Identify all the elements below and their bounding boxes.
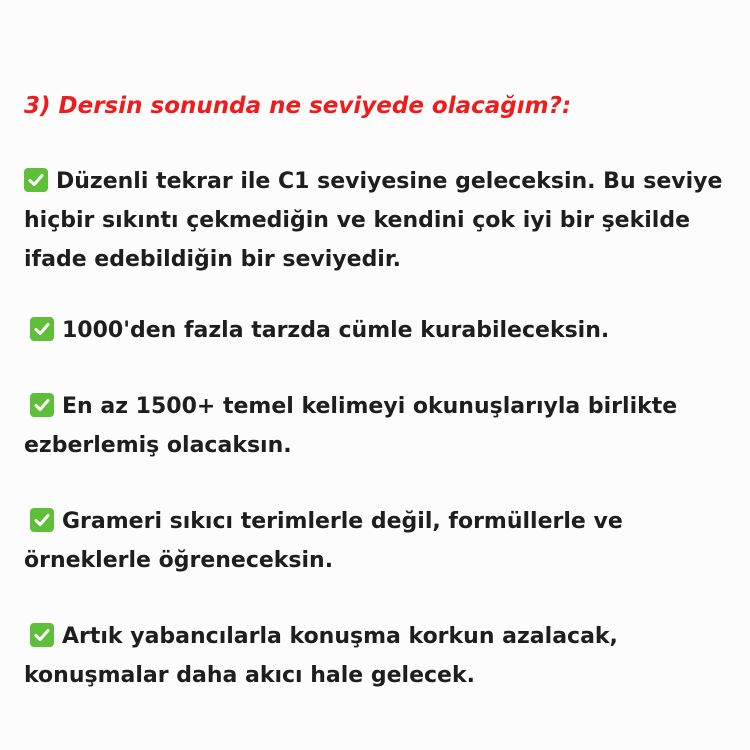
check-mark-icon — [30, 508, 54, 532]
outcome-item — [24, 311, 724, 350]
check-mark-icon — [30, 623, 54, 647]
outcome-text: 1000'den fazla tarzda cümle kurabileceksin. — [62, 318, 610, 343]
outcome-item — [24, 162, 724, 279]
lesson-outcomes-section — [24, 90, 724, 695]
outcome-item — [24, 502, 724, 580]
outcome-text: Grameri sıkıcı terimlerle değil, formüllerle ve örneklerle öğreneceksin. — [24, 509, 623, 573]
section-heading: 3) Dersin sonunda ne seviyede olacağım?: — [24, 93, 572, 119]
outcome-text: Artık yabancılarla konuşma korkun azalacak, konuşmalar daha akıcı hale gelecek. — [24, 624, 618, 688]
check-mark-icon — [30, 393, 54, 417]
outcome-item — [24, 617, 724, 695]
outcome-text: En az 1500+ temel kelimeyi okunuşlarıyla birlikte ezberlemiş olacaksın. — [24, 394, 678, 458]
outcome-item — [24, 387, 724, 465]
check-mark-icon — [30, 317, 54, 341]
outcome-text: Düzenli tekrar ile C1 seviyesine geleceksin. Bu seviye hiçbir sıkıntı çekmediğin ve kendini çok iyi bir şekilde ifade edebildiğin bir seviyedir. — [24, 169, 723, 272]
check-mark-icon — [24, 168, 48, 192]
